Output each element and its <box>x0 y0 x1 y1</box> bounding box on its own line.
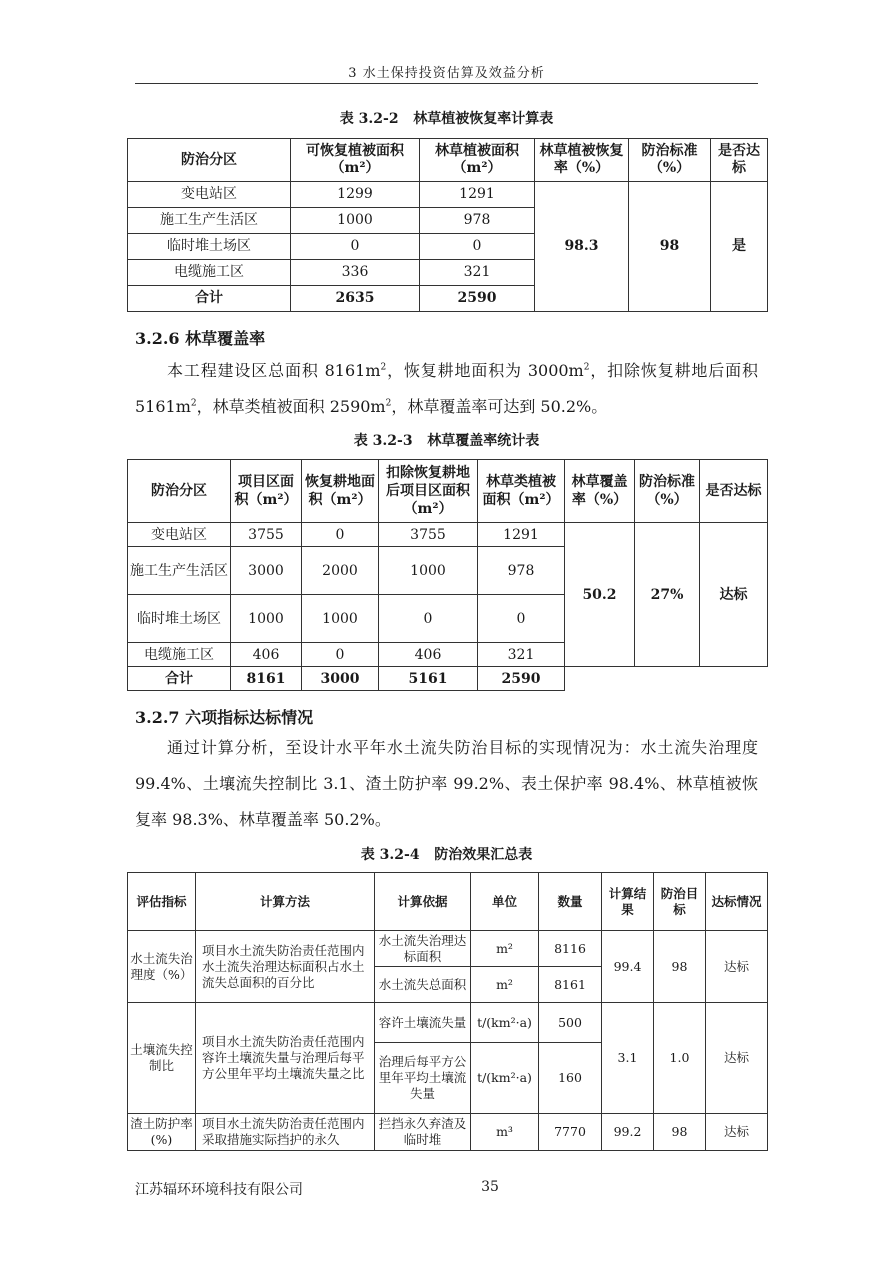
value-cell: 2000 <box>302 547 379 595</box>
value-cell: 0 <box>379 595 478 643</box>
zone-cell: 临时堆土场区 <box>128 595 231 643</box>
zone-cell: 变电站区 <box>128 182 291 208</box>
table-header-row <box>128 460 768 523</box>
header-rule <box>135 83 758 84</box>
qty-cell: 160 <box>539 1043 602 1114</box>
target-cell: 1.0 <box>654 1003 706 1114</box>
qty-cell: 500 <box>539 1003 602 1043</box>
table-header-cell: 防治标准（%） <box>635 460 700 523</box>
table-header-cell: 计算方法 <box>196 873 375 931</box>
zone-cell: 电缆施工区 <box>128 643 231 667</box>
page-header-chapter: 3 水土保持投资估算及效益分析 <box>348 66 545 81</box>
table-row <box>128 931 768 967</box>
value-cell: 406 <box>231 643 302 667</box>
zone-cell: 合计 <box>128 286 291 312</box>
table-header-cell: 是否达标 <box>711 139 768 182</box>
target-cell: 98 <box>654 1114 706 1151</box>
text-fragment: ，林草类植被面积 2590m <box>196 397 386 416</box>
value-cell: 3755 <box>379 523 478 547</box>
table-3-2-4-caption: 表 3.2-4 防治效果汇总表 <box>360 847 533 863</box>
value-cell: 406 <box>379 643 478 667</box>
indicator-cell: 土壤流失控制比 <box>128 1003 196 1114</box>
qty-cell: 8116 <box>539 931 602 967</box>
value-cell: 2590 <box>420 286 535 312</box>
value-cell: 3000 <box>302 667 379 691</box>
value-cell: 321 <box>478 643 565 667</box>
table-header-cell: 可恢复植被面积（m²） <box>291 139 420 182</box>
value-cell: 0 <box>420 234 535 260</box>
standard-cell: 98 <box>629 182 711 312</box>
table-header-cell: 是否达标 <box>700 460 768 523</box>
compliance-cell: 是 <box>711 182 768 312</box>
table-total-row <box>128 667 768 691</box>
basis-cell: 治理后每平方公里年平均土壤流失量 <box>375 1043 471 1114</box>
table-3-2-3-caption: 表 3.2-3 林草覆盖率统计表 <box>353 433 540 449</box>
method-cell: 项目水土流失防治责任范围内水土流失治理达标面积占水土流失总面积的百分比 <box>196 931 375 1003</box>
value-cell: 0 <box>478 595 565 643</box>
text-fragment: ，扣除恢复耕地后面积 5161m <box>135 361 758 416</box>
paragraph-3-2-6 <box>135 353 758 425</box>
result-cell: 3.1 <box>602 1003 654 1114</box>
value-cell: 1000 <box>231 595 302 643</box>
table-row <box>128 523 768 547</box>
zone-cell: 电缆施工区 <box>128 260 291 286</box>
table-row <box>128 1003 768 1043</box>
superscript: 2 <box>380 362 387 373</box>
basis-cell: 拦挡永久弃渣及临时堆 <box>375 1114 471 1151</box>
table-header-cell: 达标情况 <box>706 873 768 931</box>
basis-cell: 水土流失总面积 <box>375 967 471 1003</box>
qty-cell: 8161 <box>539 967 602 1003</box>
table-header-row <box>128 873 768 931</box>
basis-cell: 水土流失治理达标面积 <box>375 931 471 967</box>
recovery-rate-cell: 98.3 <box>535 182 629 312</box>
zone-cell: 施工生产生活区 <box>128 547 231 595</box>
table-3-2-3 <box>127 459 768 691</box>
table-header-cell: 计算结果 <box>602 873 654 931</box>
value-cell: 978 <box>420 208 535 234</box>
zone-cell: 临时堆土场区 <box>128 234 291 260</box>
table-header-cell: 林草类植被面积（m²） <box>478 460 565 523</box>
zone-cell: 施工生产生活区 <box>128 208 291 234</box>
section-title-3-2-7: 3.2.7 六项指标达标情况 <box>135 708 314 727</box>
unit-cell: t/(km²·a) <box>471 1043 539 1114</box>
status-cell: 达标 <box>706 931 768 1003</box>
value-cell: 8161 <box>231 667 302 691</box>
table-header-cell: 项目区面积（m²） <box>231 460 302 523</box>
value-cell: 3000 <box>231 547 302 595</box>
value-cell: 336 <box>291 260 420 286</box>
unit-cell: m² <box>471 967 539 1003</box>
text-fragment: 本工程建设区总面积 8161m <box>167 361 381 380</box>
method-cell: 项目水土流失防治责任范围内容许土壤流失量与治理后每平方公里年平均土壤流失量之比 <box>196 1003 375 1114</box>
table-header-row <box>128 139 768 182</box>
table-header-cell: 防治分区 <box>128 139 291 182</box>
value-cell: 1000 <box>379 547 478 595</box>
value-cell: 0 <box>302 643 379 667</box>
value-cell: 0 <box>302 523 379 547</box>
zone-cell: 合计 <box>128 667 231 691</box>
footer-company: 江苏辐环环境科技有限公司 <box>135 1182 303 1198</box>
value-cell: 1291 <box>420 182 535 208</box>
qty-cell: 7770 <box>539 1114 602 1151</box>
value-cell: 321 <box>420 260 535 286</box>
indicator-cell: 渣土防护率(%) <box>128 1114 196 1151</box>
standard-cell: 27% <box>635 523 700 667</box>
table-header-cell: 扣除恢复耕地后项目区面积（m²） <box>379 460 478 523</box>
indicator-cell: 水土流失治理度（%） <box>128 931 196 1003</box>
value-cell: 3755 <box>231 523 302 547</box>
section-title-3-2-6: 3.2.6 林草覆盖率 <box>135 329 266 348</box>
value-cell: 978 <box>478 547 565 595</box>
table-header-cell: 数量 <box>539 873 602 931</box>
table-header-cell: 单位 <box>471 873 539 931</box>
table-header-cell: 林草植被恢复率（%） <box>535 139 629 182</box>
method-cell: 项目水土流失防治责任范围内采取措施实际挡护的永久 <box>196 1114 375 1151</box>
text-fragment: ，林草覆盖率可达到 50.2%。 <box>391 397 608 416</box>
value-cell: 2635 <box>291 286 420 312</box>
table-3-2-4 <box>127 872 768 1151</box>
unit-cell: m² <box>471 931 539 967</box>
table-header-cell: 防治标准（%） <box>629 139 711 182</box>
table-header-cell: 林草植被面积（m²） <box>420 139 535 182</box>
table-3-2-2-caption: 表 3.2-2 林草植被恢复率计算表 <box>339 111 554 127</box>
compliance-cell: 达标 <box>700 523 768 667</box>
coverage-rate-cell: 50.2 <box>565 523 635 667</box>
value-cell: 1299 <box>291 182 420 208</box>
table-header-cell: 评估指标 <box>128 873 196 931</box>
status-cell: 达标 <box>706 1003 768 1114</box>
result-cell: 99.2 <box>602 1114 654 1151</box>
table-header-cell: 计算依据 <box>375 873 471 931</box>
value-cell: 0 <box>291 234 420 260</box>
value-cell: 1291 <box>478 523 565 547</box>
result-cell: 99.4 <box>602 931 654 1003</box>
unit-cell: t/(km²·a) <box>471 1003 539 1043</box>
table-header-cell: 林草覆盖率（%） <box>565 460 635 523</box>
status-cell: 达标 <box>706 1114 768 1151</box>
table-3-2-2 <box>127 138 768 312</box>
page-number: 35 <box>481 1179 499 1195</box>
value-cell: 5161 <box>379 667 478 691</box>
table-header-cell: 恢复耕地面积（m²） <box>302 460 379 523</box>
paragraph-3-2-7: 通过计算分析，至设计水平年水土流失防治目标的实现情况为：水土流失治理度 99.4%、土壤流失控制比 3.1、渣土防护率 99.2%、表土保护率 98.4%、林草植被恢复率 98.3%、林草覆盖率 50.2%。 <box>135 738 758 829</box>
value-cell: 1000 <box>302 595 379 643</box>
table-row <box>128 182 768 208</box>
superscript: 2 <box>385 398 392 409</box>
text-fragment: ，恢复耕地面积为 3000m <box>386 361 584 380</box>
table-header-cell: 防治目标 <box>654 873 706 931</box>
basis-cell: 容许土壤流失量 <box>375 1003 471 1043</box>
unit-cell: m³ <box>471 1114 539 1151</box>
target-cell: 98 <box>654 931 706 1003</box>
zone-cell: 变电站区 <box>128 523 231 547</box>
table-row <box>128 1114 768 1151</box>
superscript: 2 <box>190 398 197 409</box>
superscript: 2 <box>583 362 590 373</box>
value-cell: 1000 <box>291 208 420 234</box>
table-header-cell: 防治分区 <box>128 460 231 523</box>
value-cell: 2590 <box>478 667 565 691</box>
